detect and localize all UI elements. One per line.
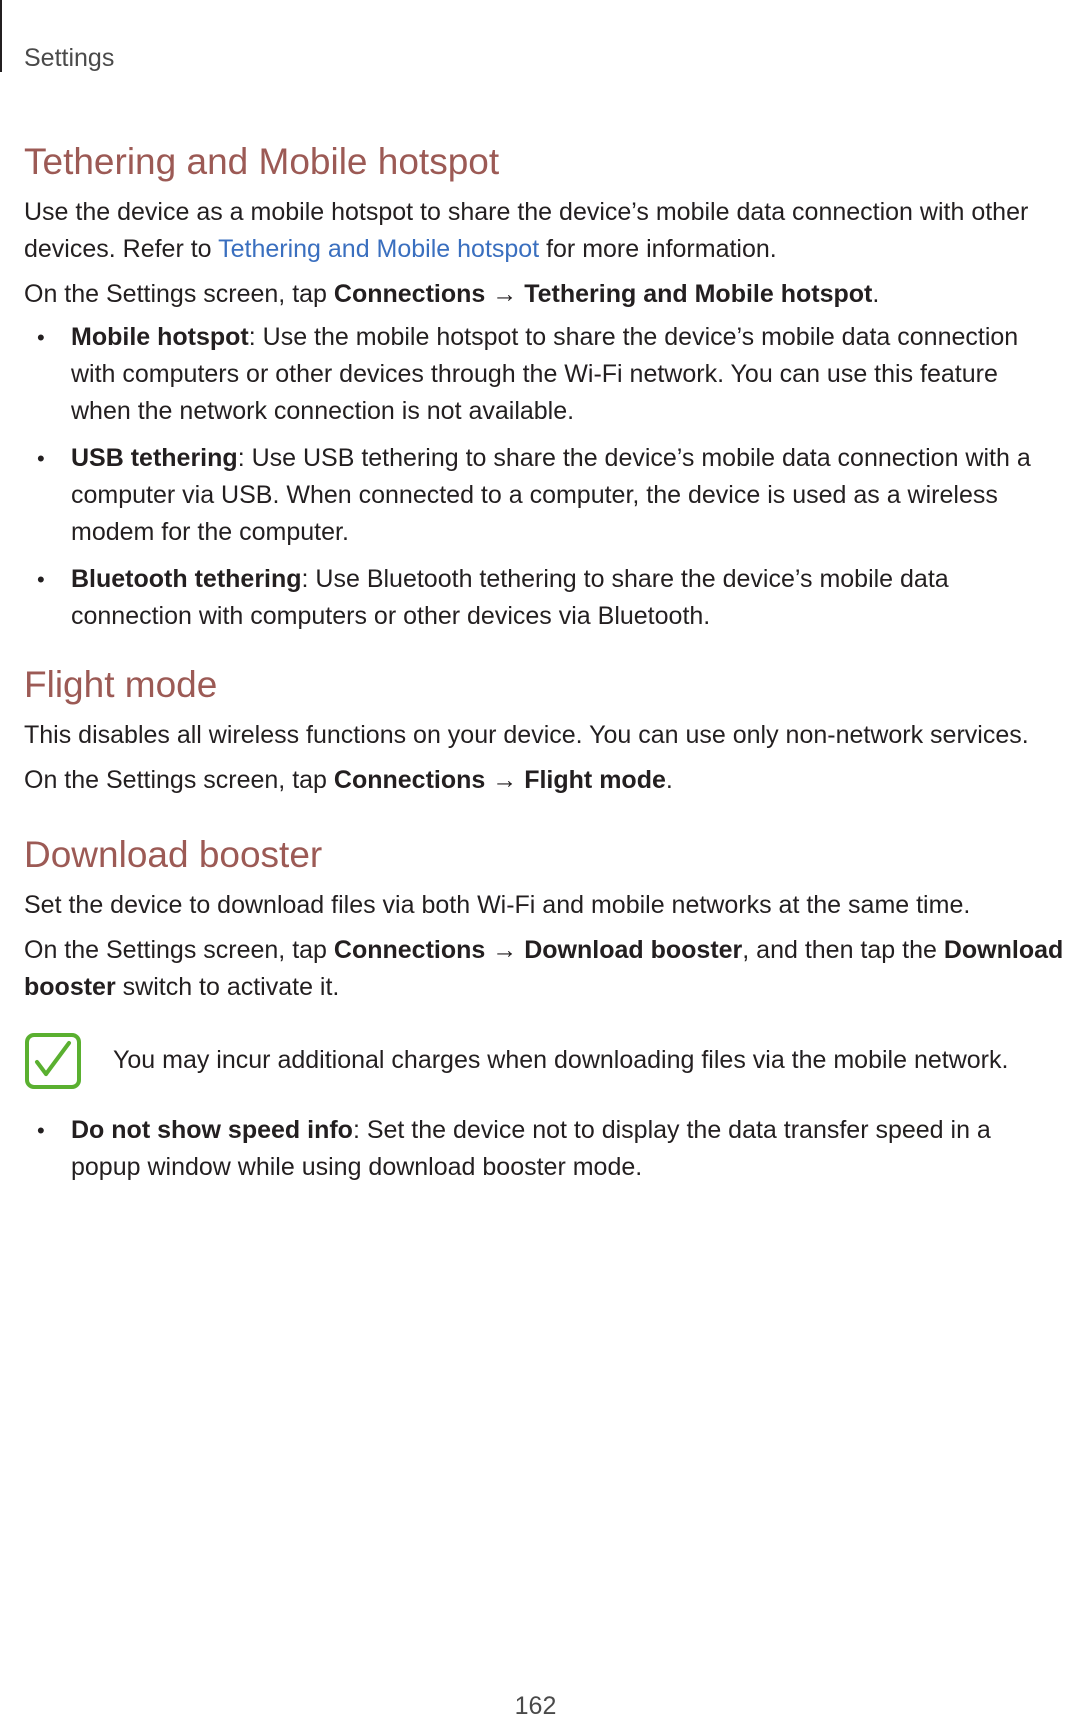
booster-options-list — [24, 1112, 1064, 1186]
tethering-link[interactable]: Tethering and Mobile hotspot — [218, 235, 540, 263]
section-title-tethering: Tethering and Mobile hotspot — [24, 141, 500, 182]
tethering-path: On the Settings screen, tap Connections → Tethering and Mobile hotspot. — [24, 280, 880, 308]
list-item: • Mobile hotspot: Use the mobile hotspot to share the device’s mobile data connection with computers or other devices through the Wi-Fi network. You can use this feature when the network connection is not available. — [24, 319, 1064, 430]
running-header: Settings — [24, 44, 115, 72]
flight-desc: This disables all wireless functions on your device. You can use only non-network services. — [24, 721, 1029, 749]
bullet-icon: • — [37, 567, 45, 592]
note-check-icon — [24, 1032, 82, 1090]
booster-desc: Set the device to download files via both Wi-Fi and mobile networks at the same time. — [24, 891, 971, 919]
list-item: • Do not show speed info: Set the device not to display the data transfer speed in a popup window while using download booster mode. — [24, 1112, 1064, 1186]
page-number: 162 — [514, 1692, 557, 1720]
list-item: • Bluetooth tethering: Use Bluetooth tethering to share the device’s mobile data connection with computers or other devices via Bluetooth. — [24, 561, 1064, 635]
bullet-icon: • — [37, 1118, 45, 1143]
tethering-intro: Use the device as a mobile hotspot to share the device’s mobile data connection with other devices. Refer to Tethering and Mobile hotspot for more information. — [24, 198, 1029, 263]
path-tethering: Tethering and Mobile hotspot — [524, 280, 873, 308]
page-content — [24, 138, 1064, 1196]
header-edge-line — [0, 0, 2, 72]
tethering-options-list — [24, 319, 1064, 635]
flight-path: On the Settings screen, tap Connections → Flight mode. — [24, 766, 673, 794]
list-item: • USB tethering: Use USB tethering to share the device’s mobile data connection with a computer via USB. When connected to a computer, the device is used as a wireless modem for the computer. — [24, 440, 1064, 551]
bullet-icon: • — [37, 325, 45, 350]
booster-path: On the Settings screen, tap Connections → Download booster, and then tap the Download booster switch to activate it. — [24, 936, 1064, 1001]
note-box — [24, 1032, 1064, 1098]
section-title-download-booster: Download booster — [24, 834, 323, 875]
section-title-flight-mode: Flight mode — [24, 664, 218, 705]
bullet-icon: • — [37, 446, 45, 471]
path-connections: Connections — [333, 280, 486, 308]
note-text: You may incur additional charges when downloading files via the mobile network. — [113, 1046, 1009, 1074]
